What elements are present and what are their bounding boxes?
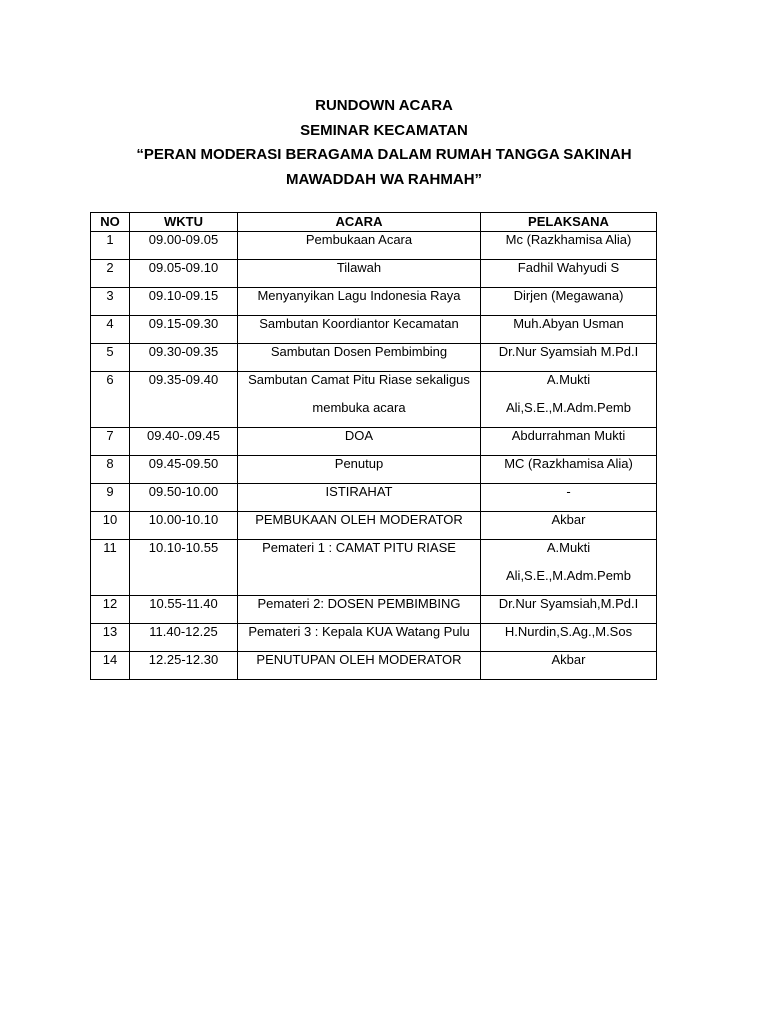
document-title — [0, 94, 768, 192]
cell-no: 12 — [91, 596, 130, 624]
rundown-table — [90, 212, 657, 680]
cell-pelaksana: H.Nurdin,S.Ag.,M.Sos — [481, 624, 657, 652]
title-line-2: SEMINAR KECAMATAN — [300, 121, 468, 139]
cell-pelaksana-line-2: Ali,S.E.,M.Adm.Pemb — [506, 568, 631, 583]
table-row — [91, 260, 657, 288]
cell-waktu: 10.55-11.40 — [130, 596, 238, 624]
table-row — [91, 288, 657, 316]
cell-no: 2 — [91, 260, 130, 288]
cell-acara-line-1: Sambutan Camat Pitu Riase sekaligus — [248, 372, 470, 387]
cell-no: 5 — [91, 344, 130, 372]
cell-pelaksana: Dirjen (Megawana) — [481, 288, 657, 316]
title-line-4: MAWADDAH WA RAHMAH” — [285, 170, 483, 188]
cell-pelaksana-line-1: A.Mukti — [546, 372, 591, 387]
cell-no: 10 — [91, 512, 130, 540]
cell-waktu: 09.35-09.40 — [130, 372, 238, 428]
table-row — [91, 540, 657, 596]
cell-waktu: 11.40-12.25 — [130, 624, 238, 652]
cell-waktu: 09.40-.09.45 — [130, 428, 238, 456]
cell-pelaksana: - — [481, 484, 657, 512]
header-no: NO — [91, 213, 130, 232]
cell-pelaksana: Akbar — [481, 512, 657, 540]
cell-acara: Sambutan Dosen Pembimbing — [238, 344, 481, 372]
header-acara: ACARA — [238, 213, 481, 232]
cell-waktu: 09.50-10.00 — [130, 484, 238, 512]
table-row — [91, 232, 657, 260]
cell-no: 3 — [91, 288, 130, 316]
cell-acara: ISTIRAHAT — [238, 484, 481, 512]
cell-acara: Tilawah — [238, 260, 481, 288]
table-body — [91, 232, 657, 680]
cell-acara: DOA — [238, 428, 481, 456]
header-pelaksana: PELAKSANA — [481, 213, 657, 232]
cell-acara: Pemateri 1 : CAMAT PITU RIASE — [238, 540, 481, 596]
cell-acara — [238, 372, 481, 428]
cell-pelaksana — [481, 540, 657, 596]
cell-pelaksana: Mc (Razkhamisa Alia) — [481, 232, 657, 260]
cell-pelaksana: Dr.Nur Syamsiah M.Pd.I — [481, 344, 657, 372]
table-row — [91, 652, 657, 680]
cell-pelaksana: Akbar — [481, 652, 657, 680]
cell-pelaksana-line-2: Ali,S.E.,M.Adm.Pemb — [506, 400, 631, 415]
cell-acara: PENUTUPAN OLEH MODERATOR — [238, 652, 481, 680]
cell-pelaksana-line-1: A.Mukti — [546, 540, 591, 555]
cell-acara: Penutup — [238, 456, 481, 484]
table-row — [91, 316, 657, 344]
header-waktu: WKTU — [130, 213, 238, 232]
cell-no: 9 — [91, 484, 130, 512]
cell-no: 8 — [91, 456, 130, 484]
cell-waktu: 12.25-12.30 — [130, 652, 238, 680]
cell-waktu: 09.30-09.35 — [130, 344, 238, 372]
cell-no: 4 — [91, 316, 130, 344]
cell-acara: Pemateri 3 : Kepala KUA Watang Pulu — [238, 624, 481, 652]
cell-no: 7 — [91, 428, 130, 456]
cell-waktu: 10.00-10.10 — [130, 512, 238, 540]
cell-acara: PEMBUKAAN OLEH MODERATOR — [238, 512, 481, 540]
cell-pelaksana: Dr.Nur Syamsiah,M.Pd.I — [481, 596, 657, 624]
cell-pelaksana — [481, 372, 657, 428]
cell-pelaksana: MC (Razkhamisa Alia) — [481, 456, 657, 484]
table-header-row — [91, 213, 657, 232]
cell-acara-line-2: membuka acara — [312, 400, 406, 415]
cell-no: 14 — [91, 652, 130, 680]
cell-waktu: 09.05-09.10 — [130, 260, 238, 288]
cell-no: 13 — [91, 624, 130, 652]
table-row — [91, 596, 657, 624]
table-row — [91, 456, 657, 484]
cell-waktu: 09.15-09.30 — [130, 316, 238, 344]
table-row — [91, 512, 657, 540]
cell-no: 1 — [91, 232, 130, 260]
cell-pelaksana: Muh.Abyan Usman — [481, 316, 657, 344]
cell-acara: Sambutan Koordiantor Kecamatan — [238, 316, 481, 344]
cell-acara: Pemateri 2: DOSEN PEMBIMBING — [238, 596, 481, 624]
cell-no: 11 — [91, 540, 130, 596]
cell-no: 6 — [91, 372, 130, 428]
cell-pelaksana: Abdurrahman Mukti — [481, 428, 657, 456]
cell-waktu: 09.45-09.50 — [130, 456, 238, 484]
cell-waktu: 09.00-09.05 — [130, 232, 238, 260]
table-row — [91, 484, 657, 512]
cell-acara: Pembukaan Acara — [238, 232, 481, 260]
cell-waktu: 10.10-10.55 — [130, 540, 238, 596]
cell-acara: Menyanyikan Lagu Indonesia Raya — [238, 288, 481, 316]
cell-pelaksana: Fadhil Wahyudi S — [481, 260, 657, 288]
table-row — [91, 624, 657, 652]
title-line-1: RUNDOWN ACARA — [315, 97, 453, 114]
cell-waktu: 09.10-09.15 — [130, 288, 238, 316]
table-row — [91, 344, 657, 372]
title-line-3: “PERAN MODERASI BERAGAMA DALAM RUMAH TANGGA SAKINAH — [136, 146, 632, 163]
table-row — [91, 372, 657, 428]
table-row — [91, 428, 657, 456]
